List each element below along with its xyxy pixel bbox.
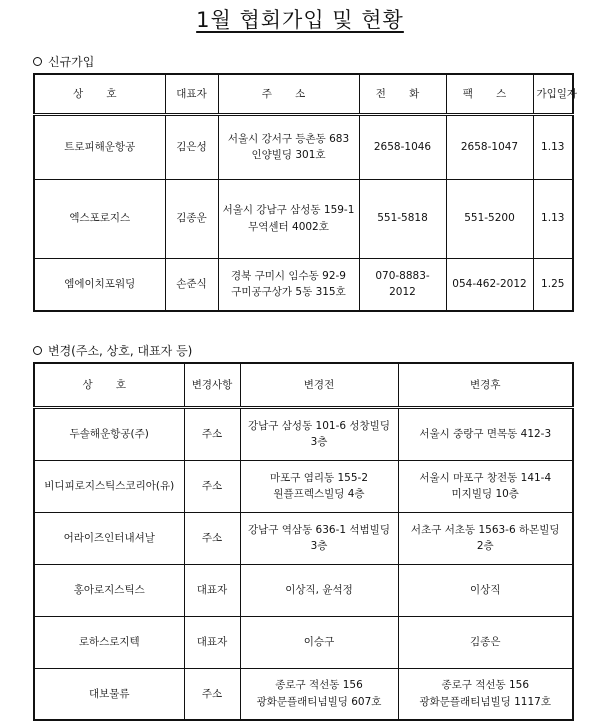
ceo-cell: 김은성 <box>165 114 218 179</box>
table-row <box>34 668 573 720</box>
address-cell: 서울시 강서구 등촌동 683 인양빌딩 301호 <box>218 114 359 179</box>
header-fax: 팩 스 <box>446 74 533 114</box>
before-cell: 이상직, 윤석정 <box>240 564 398 616</box>
new-section-heading <box>33 53 94 70</box>
after-cell: 서울시 중랑구 면목동 412-3 <box>398 407 573 460</box>
company-cell: 홍아로지스틱스 <box>34 564 184 616</box>
new-members-table <box>33 73 578 312</box>
company-cell: 로하스로지텍 <box>34 616 184 668</box>
table-header-row <box>34 74 573 114</box>
before-cell: 강남구 삼성동 101-6 성창빌딩 3층 <box>240 407 398 460</box>
page-title: 1월 협회가입 및 현황 <box>196 8 404 32</box>
date-cell: 1.25 <box>533 258 573 311</box>
after-cell: 서초구 서초동 1563-6 하몬빌딩 2층 <box>398 512 573 564</box>
fax-cell: 2658-1047 <box>446 114 533 179</box>
circle-bullet-icon <box>33 57 42 66</box>
company-cell: 대보물류 <box>34 668 184 720</box>
fax-cell: 551-5200 <box>446 179 533 258</box>
company-cell: 엑스포로지스 <box>34 179 165 258</box>
phone-cell: 070-8883-2012 <box>359 258 446 311</box>
change-item-cell: 주소 <box>184 668 240 720</box>
after-cell: 종로구 적선동 156 광화문플래티넘빌딩 1117호 <box>398 668 573 720</box>
change-item-cell: 주소 <box>184 407 240 460</box>
company-cell: 엠에이치포워딩 <box>34 258 165 311</box>
header-before: 변경전 <box>240 363 398 407</box>
header-company: 상 호 <box>34 363 184 407</box>
table-row <box>34 564 573 616</box>
after-cell: 서울시 마포구 창전동 141-4 미지빌딩 10층 <box>398 460 573 512</box>
change-section-heading <box>33 342 192 359</box>
header-change-item: 변경사항 <box>184 363 240 407</box>
change-item-cell: 대표자 <box>184 564 240 616</box>
table-row <box>34 258 573 311</box>
company-cell: 비디피로지스틱스코리아(유) <box>34 460 184 512</box>
table-row <box>34 114 573 179</box>
new-section-label: 신규가입 <box>48 55 95 69</box>
header-address: 주 소 <box>218 74 359 114</box>
header-after: 변경후 <box>398 363 573 407</box>
header-ceo: 대표자 <box>165 74 218 114</box>
ceo-cell: 손준식 <box>165 258 218 311</box>
after-cell: 김종은 <box>398 616 573 668</box>
table-header-row <box>34 363 573 407</box>
phone-cell: 551-5818 <box>359 179 446 258</box>
company-cell: 두솔해운항공(주) <box>34 407 184 460</box>
before-cell: 종로구 적선동 156 광화문플래티넘빌딩 607호 <box>240 668 398 720</box>
changes-table <box>33 362 574 721</box>
company-cell: 어라이즈인터내셔날 <box>34 512 184 564</box>
header-company: 상 호 <box>34 74 165 114</box>
phone-cell: 2658-1046 <box>359 114 446 179</box>
circle-bullet-icon <box>33 346 42 355</box>
change-item-cell: 주소 <box>184 460 240 512</box>
date-cell: 1.13 <box>533 114 573 179</box>
change-item-cell: 주소 <box>184 512 240 564</box>
change-section-label: 변경(주소, 상호, 대표자 등) <box>48 344 193 358</box>
table-row <box>34 616 573 668</box>
header-phone: 전 화 <box>359 74 446 114</box>
table-row <box>34 512 573 564</box>
table-row <box>34 460 573 512</box>
company-cell: 트로피해운항공 <box>34 114 165 179</box>
table-row <box>34 179 573 258</box>
fax-cell: 054-462-2012 <box>446 258 533 311</box>
address-cell: 경북 구미시 임수동 92-9 구미공구상가 5동 315호 <box>218 258 359 311</box>
after-cell: 이상직 <box>398 564 573 616</box>
date-cell: 1.13 <box>533 179 573 258</box>
table-row <box>34 407 573 460</box>
ceo-cell: 김종운 <box>165 179 218 258</box>
before-cell: 강남구 역삼동 636-1 석범빌딩 3층 <box>240 512 398 564</box>
before-cell: 마포구 염리동 155-2 원플프렉스빌딩 4층 <box>240 460 398 512</box>
before-cell: 이승구 <box>240 616 398 668</box>
header-join-date: 가입일자 <box>533 74 573 114</box>
address-cell: 서울시 강남구 삼성동 159-1 무역센터 4002호 <box>218 179 359 258</box>
change-item-cell: 대표자 <box>184 616 240 668</box>
